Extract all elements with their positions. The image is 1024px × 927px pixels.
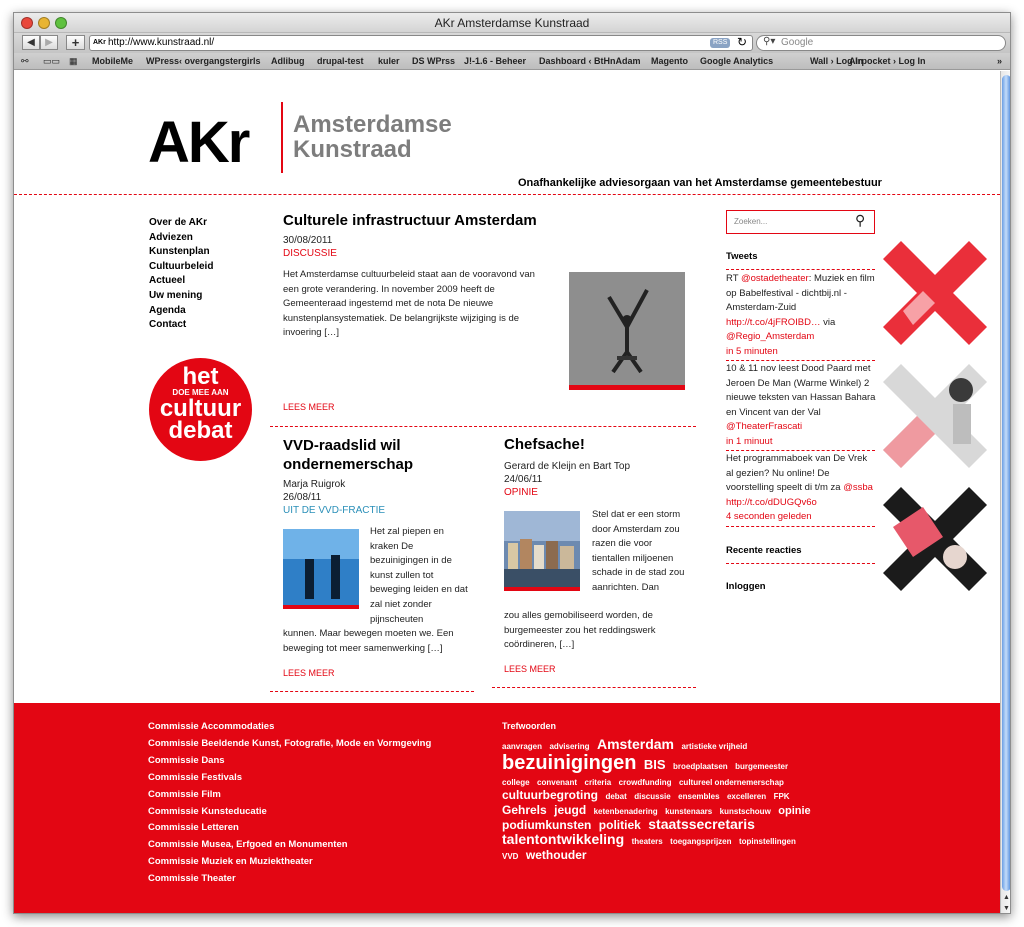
recent-comments-heading[interactable]: Recente reacties bbox=[726, 545, 802, 556]
tag-link[interactable]: Gehrels bbox=[502, 802, 547, 817]
article-photo bbox=[283, 529, 359, 609]
forward-icon[interactable]: ▶ bbox=[40, 35, 58, 50]
article-category[interactable]: UIT DE VVD-FRACTIE bbox=[283, 505, 386, 516]
tweet-link[interactable]: http://t.co/4jFROIBD… bbox=[726, 316, 821, 328]
tweet-handle-link[interactable]: @ssba bbox=[843, 482, 873, 493]
tag-cloud bbox=[502, 737, 822, 862]
web-page bbox=[14, 71, 1000, 914]
tag-link[interactable]: broedplaatsen bbox=[673, 762, 728, 772]
read-more-link[interactable]: LEES MEER bbox=[504, 664, 556, 674]
tag-link[interactable]: Amsterdam bbox=[596, 736, 674, 752]
bookmarks-bar bbox=[14, 53, 1010, 70]
site-search-input[interactable]: Zoeken... ⚲ bbox=[726, 210, 875, 234]
tweet-item: Het programmaboek van De Vrek al gezien? Nu online! De voorstelling speelt di t/m za @ssba http://t.co/dDUGQv6o 4 seconden geleden bbox=[726, 453, 873, 522]
article-title[interactable]: VVD-raadslid wil ondernemerschap bbox=[283, 437, 414, 473]
dancer-photo bbox=[569, 272, 685, 390]
tweet-item: RT @ostadetheater: Muziek en film op Babelfestival - dichtbij.nl - Amsterdam-Zuid http://t.co/4jFROIBD… via @Regio_Amsterdam in 5 minuten bbox=[726, 273, 875, 357]
tag-link[interactable]: theaters bbox=[631, 837, 663, 847]
bookmark-item[interactable]: DS WPrss bbox=[412, 56, 456, 66]
tag-link[interactable]: kunstenaars bbox=[665, 806, 713, 816]
article-excerpt-a: Stel dat er een storm door Amsterdam zou razen die voor tientallen miljoenen schade in de stad zou aanrichten. Dan bbox=[592, 509, 685, 593]
toolbar bbox=[14, 33, 1010, 53]
search-icon[interactable]: ⚲ bbox=[855, 212, 866, 228]
window-title: AKr Amsterdamse Kunstraad bbox=[434, 16, 590, 30]
bookmark-item[interactable]: Dashboard ‹ BtHnAdam bbox=[539, 56, 641, 66]
logo-text: Amsterdamse Kunstraad bbox=[293, 111, 452, 163]
tag-link[interactable]: podiumkunsten bbox=[502, 817, 592, 832]
tag-link[interactable]: convenant bbox=[537, 778, 578, 788]
nav-item[interactable]: Contact bbox=[149, 319, 187, 331]
nav-item[interactable]: Agenda bbox=[149, 304, 186, 316]
more-bookmarks-icon[interactable]: » bbox=[997, 56, 1003, 66]
search-placeholder: Google bbox=[781, 37, 814, 48]
tag-link[interactable]: ensembles bbox=[678, 792, 720, 802]
tweet-handle-link[interactable]: @TheaterFrascati bbox=[726, 421, 803, 432]
article-divider bbox=[492, 687, 696, 688]
tag-link[interactable]: BIS bbox=[643, 757, 666, 773]
login-heading[interactable]: Inloggen bbox=[726, 581, 766, 592]
tag-link[interactable]: cultuurbegroting bbox=[502, 788, 598, 803]
article-excerpt-a: Het zal piepen en kraken De bezuinigingen in de kunst zullen tot beweging leiden en dat zal niet zonder pijnscheuten bbox=[370, 526, 468, 625]
nav-item[interactable]: Kunstenplan bbox=[149, 246, 210, 258]
footer-commission-link[interactable]: Commissie Letteren bbox=[148, 822, 239, 834]
sidebar-divider bbox=[726, 450, 875, 451]
tag-link[interactable]: excelleren bbox=[726, 792, 767, 802]
article-category[interactable]: DISCUSSIE bbox=[283, 248, 337, 259]
footer-commission-link[interactable]: Commissie Film bbox=[148, 788, 221, 800]
back-icon[interactable]: ◀ bbox=[22, 35, 40, 50]
tag-link[interactable]: jeugd bbox=[554, 802, 587, 817]
footer-commission-link[interactable]: Commissie Theater bbox=[148, 873, 236, 885]
tweet-time[interactable]: in 1 minuut bbox=[726, 435, 773, 447]
sidebar-divider bbox=[726, 360, 875, 361]
tag-link[interactable]: toegangsprijzen bbox=[670, 837, 732, 847]
nav-item[interactable]: Adviezen bbox=[149, 231, 193, 243]
tag-link[interactable]: ketenbenadering bbox=[593, 806, 658, 816]
article-date: 24/06/11 bbox=[504, 474, 543, 485]
bookmark-item[interactable]: kuler bbox=[378, 56, 400, 66]
book-icon[interactable]: ▭▭ bbox=[43, 56, 61, 66]
bookmark-item[interactable]: Adlibug bbox=[271, 56, 305, 66]
bookmark-item[interactable]: Airpocket › Log In bbox=[849, 56, 926, 66]
header-divider bbox=[14, 194, 1000, 195]
article-author: Marja Ruigrok bbox=[283, 479, 346, 490]
nav-item[interactable]: Actueel bbox=[149, 275, 186, 287]
tag-link[interactable]: talentontwikkeling bbox=[502, 831, 625, 848]
nav-item[interactable]: Over de AKr bbox=[149, 217, 207, 228]
scrollbar[interactable] bbox=[1000, 71, 1011, 914]
site-favicon: AKr bbox=[93, 39, 106, 46]
article-divider bbox=[270, 691, 474, 692]
article-category[interactable]: OPINIE bbox=[504, 487, 538, 498]
sidebar-divider bbox=[726, 526, 875, 527]
footer-commission-link[interactable]: Commissie Kunsteducatie bbox=[148, 805, 267, 817]
tag-link[interactable]: artistieke vrijheid bbox=[681, 742, 748, 751]
search-icon: ⚲▾ bbox=[763, 36, 776, 47]
tag-link[interactable]: criteria bbox=[584, 778, 612, 788]
x-graphic-dancers[interactable] bbox=[883, 487, 987, 591]
title-bar bbox=[14, 13, 1010, 33]
reload-icon[interactable]: ↻ bbox=[737, 35, 748, 49]
tag-link[interactable]: kunstschouw bbox=[719, 806, 771, 816]
bookmark-item[interactable]: Magento bbox=[651, 56, 688, 66]
tag-link[interactable]: FPK bbox=[773, 792, 790, 802]
bookmark-item[interactable]: WPress‹ overgangstergirls bbox=[146, 56, 261, 66]
add-bookmark-icon[interactable]: + bbox=[66, 35, 85, 50]
tag-link[interactable]: bezuinigingen bbox=[502, 752, 637, 775]
nav-item[interactable]: Uw mening bbox=[149, 290, 203, 301]
tag-link[interactable]: cultureel ondernemerschap bbox=[678, 778, 784, 788]
article-title[interactable]: Chefsache! bbox=[504, 436, 585, 453]
bookmark-item[interactable]: MobileMe bbox=[92, 56, 134, 66]
scroll-thumb[interactable] bbox=[1002, 75, 1011, 891]
read-more-link[interactable]: LEES MEER bbox=[283, 668, 335, 678]
tag-link[interactable]: VVD bbox=[502, 851, 519, 861]
article-author: Gerard de Kleijn en Bart Top bbox=[504, 461, 631, 472]
x-graphic-red[interactable] bbox=[883, 241, 987, 345]
tag-link[interactable]: debat bbox=[605, 792, 627, 802]
tag-link[interactable]: wethouder bbox=[525, 847, 587, 862]
footer-commission-link[interactable]: Commissie Muziek en Muziektheater bbox=[148, 856, 313, 868]
bookmark-item[interactable]: Wall › Log In bbox=[810, 56, 864, 66]
cultuurdebat-badge[interactable]: het DOE MEE AAN cultuur debat bbox=[149, 358, 252, 461]
read-more-link[interactable]: LEES MEER bbox=[283, 402, 335, 412]
footer bbox=[14, 703, 1000, 914]
bookmark-item[interactable]: J!-1.6 - Beheer bbox=[464, 56, 527, 66]
article-excerpt: Het Amsterdamse cultuurbeleid staat aan de vooravond van een grote verandering. In november 2009 heeft de Gemeenteraad ingestemd met de nota De nieuwe kunstenplansystematiek. De belangrijkste wijziging is de invoering […] bbox=[283, 269, 535, 339]
tag-link[interactable]: opinie bbox=[778, 804, 811, 817]
rss-icon[interactable]: RSS bbox=[710, 38, 730, 48]
amsterdam-photo bbox=[504, 511, 580, 591]
tweet-link[interactable]: http://t.co/dDUGQv6o bbox=[726, 496, 817, 508]
x-graphic-portrait[interactable] bbox=[883, 364, 987, 468]
sidebar-divider bbox=[726, 563, 875, 564]
tag-link[interactable]: advisering bbox=[549, 742, 590, 751]
tagline: Onafhankelijke adviesorgaan van het Amsterdamse gemeentebestuur bbox=[518, 177, 882, 189]
article-date: 30/08/2011 bbox=[283, 235, 333, 246]
scroll-down-icon[interactable]: ▼ bbox=[1003, 905, 1010, 912]
tweet-time[interactable]: in 5 minuten bbox=[726, 345, 778, 357]
tag-link[interactable]: crowdfunding bbox=[618, 778, 672, 788]
footer-commission-link[interactable]: Commissie Beeldende Kunst, Fotografie, Mode en Vormgeving bbox=[148, 737, 432, 749]
article-date: 26/08/11 bbox=[283, 492, 322, 503]
tweet-handle-link[interactable]: @Regio_Amsterdam bbox=[726, 331, 815, 342]
url-text: http://www.kunstraad.nl/ bbox=[108, 37, 215, 48]
browser-window bbox=[13, 12, 1011, 914]
tags-heading: Trefwoorden bbox=[502, 721, 557, 731]
tweet-time[interactable]: 4 seconden geleden bbox=[726, 511, 812, 522]
tag-link[interactable]: aanvragen bbox=[502, 742, 543, 751]
sidebar-divider bbox=[726, 269, 875, 270]
logo-akr[interactable]: AKr bbox=[148, 110, 249, 175]
reading-glasses-icon[interactable]: ⚯ bbox=[21, 56, 29, 66]
search-field[interactable] bbox=[756, 35, 1006, 51]
article-excerpt-b: kunnen. Maar bewegen moeten we. Een beweging tot meer samenwerking […] bbox=[283, 628, 454, 654]
bookmark-item[interactable]: drupal-test bbox=[317, 56, 364, 66]
tag-link[interactable]: staatssecretaris bbox=[648, 815, 755, 832]
tag-link[interactable]: politiek bbox=[598, 817, 641, 832]
tag-link[interactable]: burgemeester bbox=[735, 762, 789, 772]
tag-link[interactable]: discussie bbox=[634, 792, 671, 802]
tag-link[interactable]: topinstellingen bbox=[738, 837, 796, 847]
article-divider bbox=[270, 426, 696, 427]
tweet-item: 10 & 11 nov leest Dood Paard met Jeroen De Man (Warme Winkel) 2 nieuwe teksten van Hassan Bahara en Vincent van der Val @TheaterFrascati in 1 minuut bbox=[726, 363, 876, 447]
address-bar[interactable] bbox=[89, 35, 753, 51]
logo-divider bbox=[281, 102, 283, 173]
grid-icon[interactable]: ▦ bbox=[69, 56, 78, 66]
footer-commission-link[interactable]: Commissie Musea, Erfgoed en Monumenten bbox=[148, 839, 348, 851]
footer-commission-link[interactable]: Commissie Dans bbox=[148, 754, 225, 766]
scroll-up-icon[interactable]: ▲ bbox=[1003, 894, 1010, 901]
nav-item[interactable]: Cultuurbeleid bbox=[149, 260, 214, 272]
bookmark-item[interactable]: Google Analytics bbox=[700, 56, 774, 66]
tweets-heading: Tweets bbox=[726, 251, 758, 262]
tag-link[interactable]: college bbox=[502, 778, 530, 788]
tweet-handle-link[interactable]: @ostadetheater bbox=[740, 273, 809, 284]
footer-commission-link[interactable]: Commissie Accommodaties bbox=[148, 721, 275, 732]
article-title[interactable]: Culturele infrastructuur Amsterdam bbox=[283, 212, 537, 229]
footer-commission-link[interactable]: Commissie Festivals bbox=[148, 771, 242, 783]
article-excerpt-b: zou alles gemobiliseerd worden, de burgemeester zou het reddingswerk coördineren, […] bbox=[504, 610, 656, 651]
